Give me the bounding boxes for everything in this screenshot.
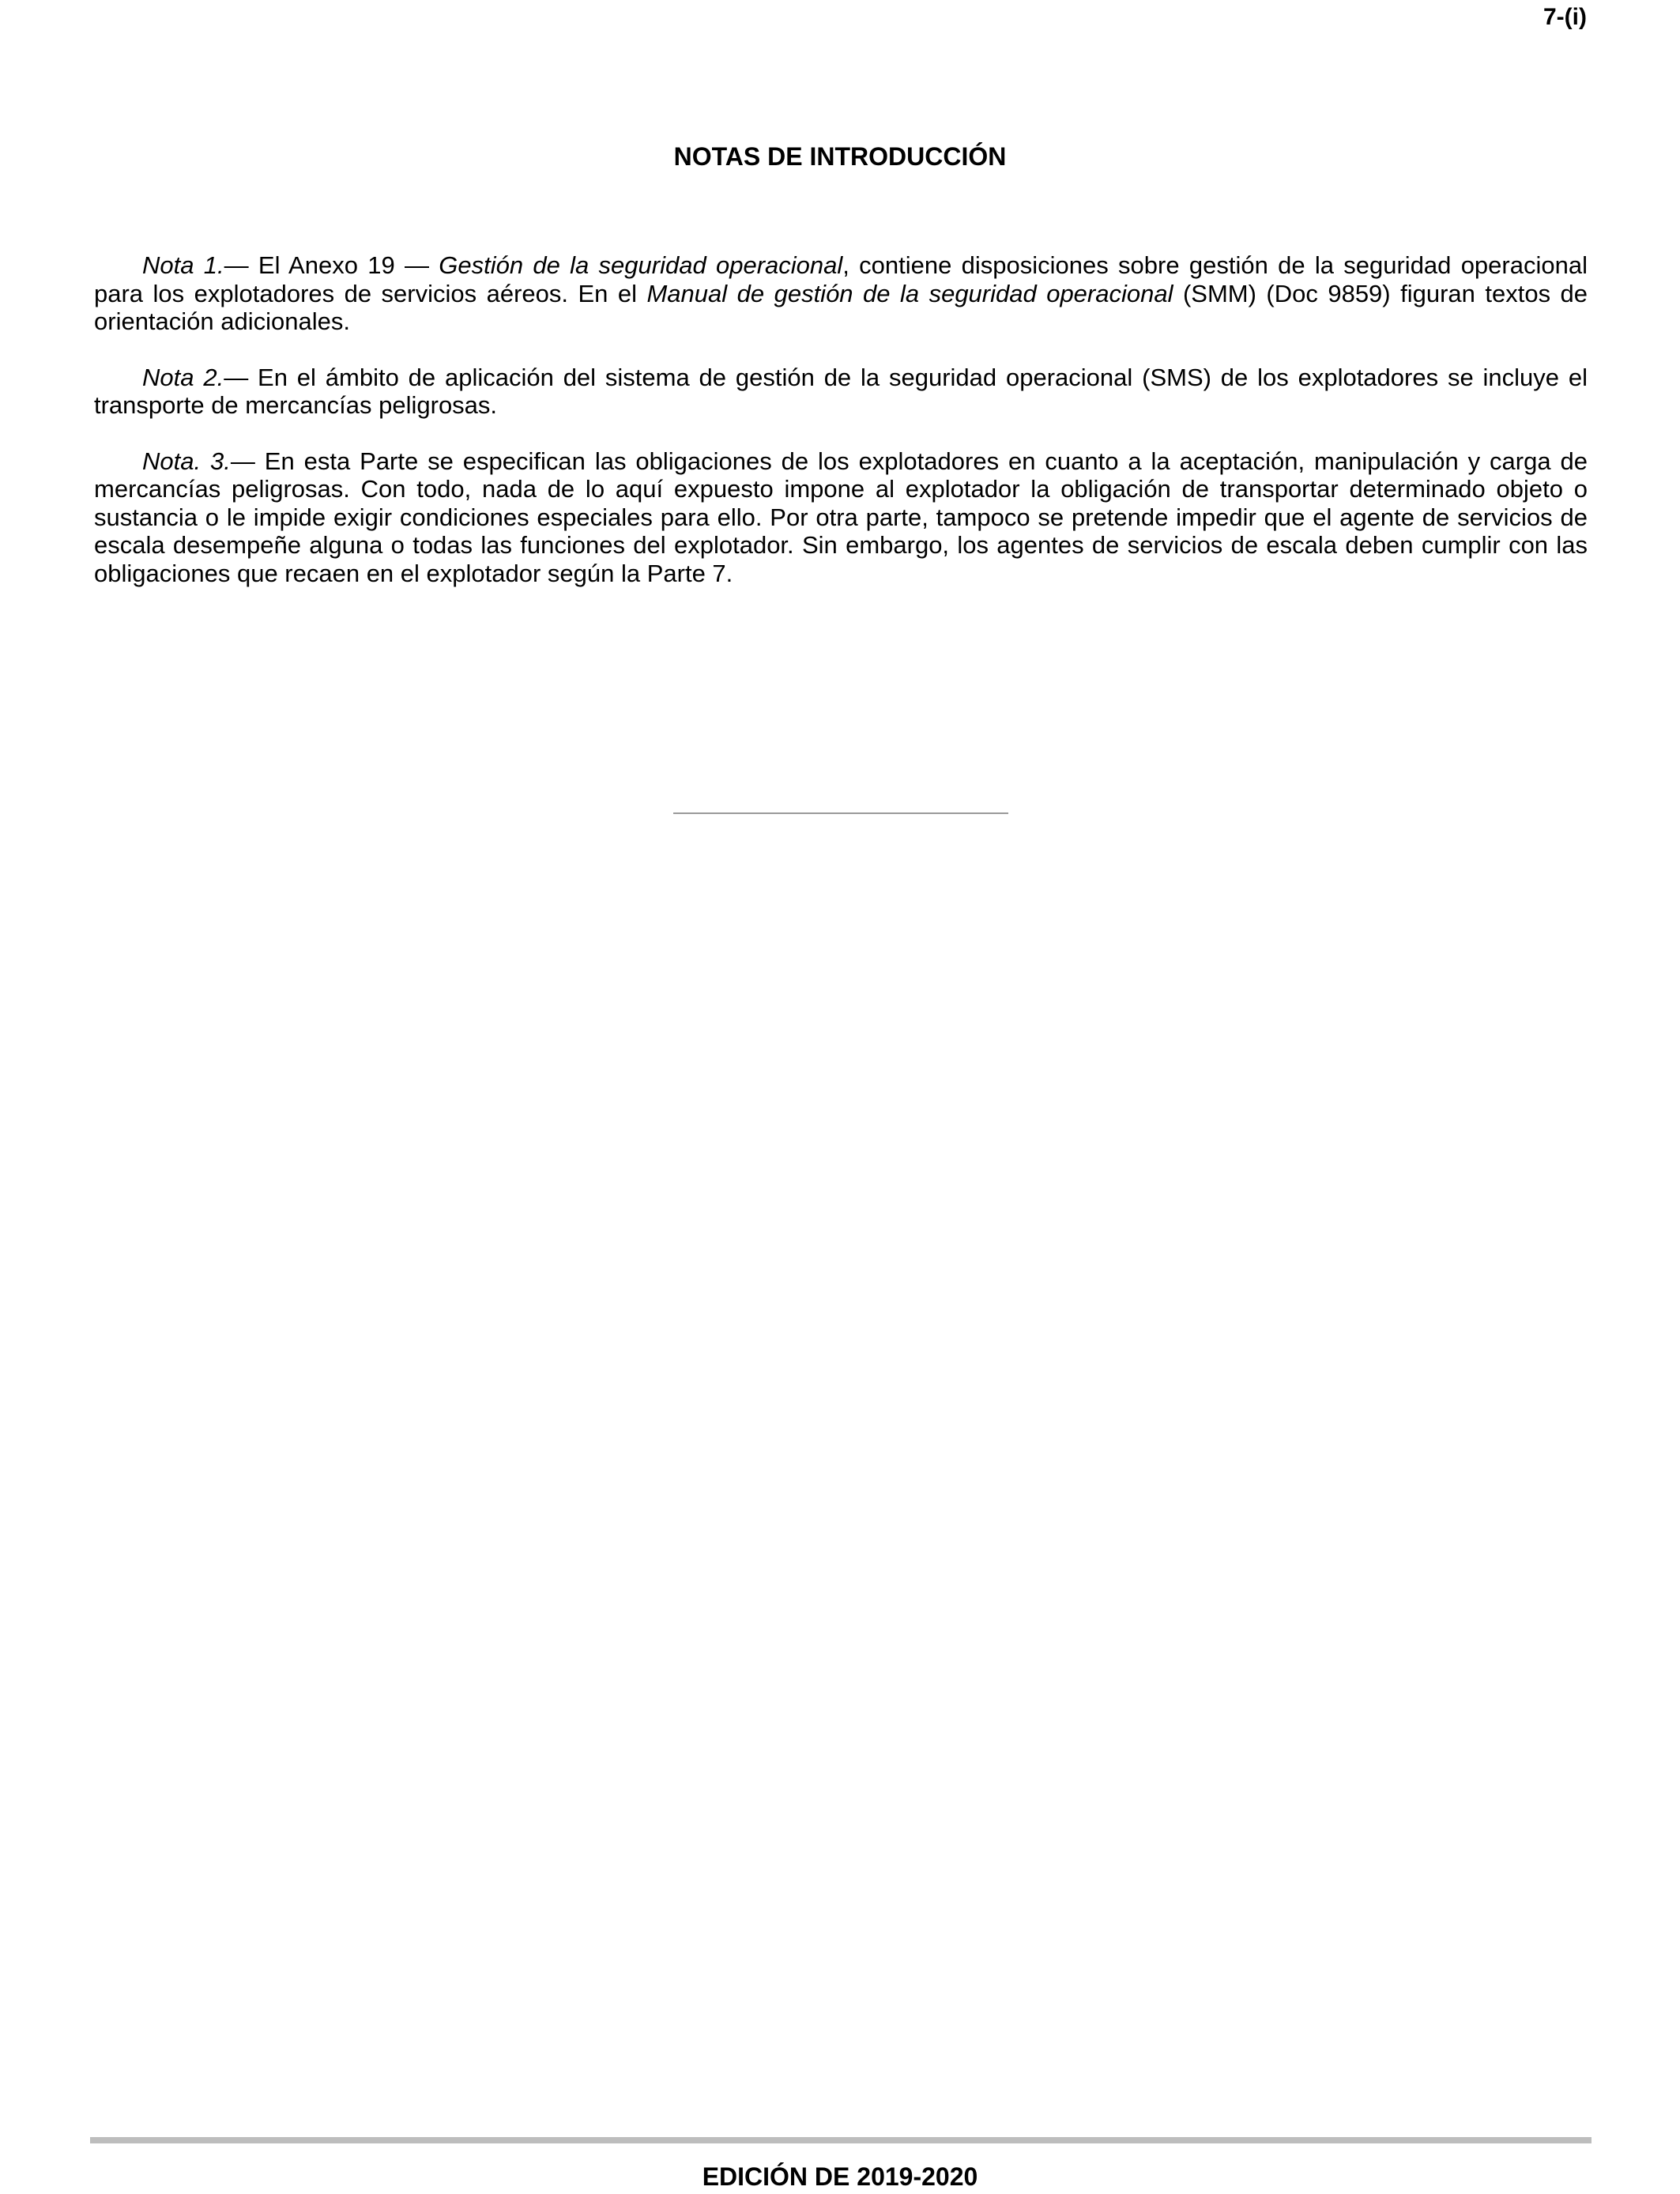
note-1-annex-title: Gestión de la seguridad operacional: [439, 251, 843, 279]
note-1-text-3: (SMM) (Doc 9859) figuran textos de orientación adicionales.: [94, 279, 1588, 335]
note-2-text: — En el ámbito de aplicación del sistema de gestión de la seguridad operacional (SMS) de los explotadores se incluye el transporte de mercancías peligrosas.: [94, 363, 1588, 419]
note-1-text-1: — El Anexo 19 —: [224, 251, 439, 279]
note-1-text-2: , contiene disposiciones sobre gestión de la seguridad operacional para los explotadores de servicios aéreos. En el: [94, 251, 1588, 307]
note-1-manual-title: Manual de gestión de la seguridad operacional: [646, 279, 1173, 307]
footer-rule: [90, 2137, 1591, 2143]
notes-section: [94, 251, 1588, 615]
note-2: [94, 364, 1588, 420]
note-1: [94, 251, 1588, 336]
note-1-label: Nota 1.: [142, 251, 224, 279]
page-number: 7-(i): [1543, 4, 1587, 30]
note-2-label: Nota 2.: [142, 363, 224, 391]
section-separator: [673, 812, 1008, 814]
footer-edition: EDICIÓN DE 2019-2020: [702, 2162, 978, 2191]
page-title: NOTAS DE INTRODUCCIÓN: [673, 142, 1007, 171]
note-3: [94, 447, 1588, 588]
note-3-text: — En esta Parte se especifican las obligaciones de los explotadores en cuanto a la aceptación, manipulación y carga de mercancías peligrosas. Con todo, nada de lo aquí expuesto impone al explotador la obligación de transportar determinado objeto o sustancia o le impide exigir condiciones especiales para ello. Por otra parte, tampoco se pretende impedir que el agente de servicios de escala desempeñe alguna o todas las funciones del explotador. Sin embargo, los agentes de servicios de escala deben cumplir con las obligaciones que recaen en el explotador según la Parte 7.: [94, 447, 1588, 587]
note-3-label: Nota. 3.: [142, 447, 231, 475]
